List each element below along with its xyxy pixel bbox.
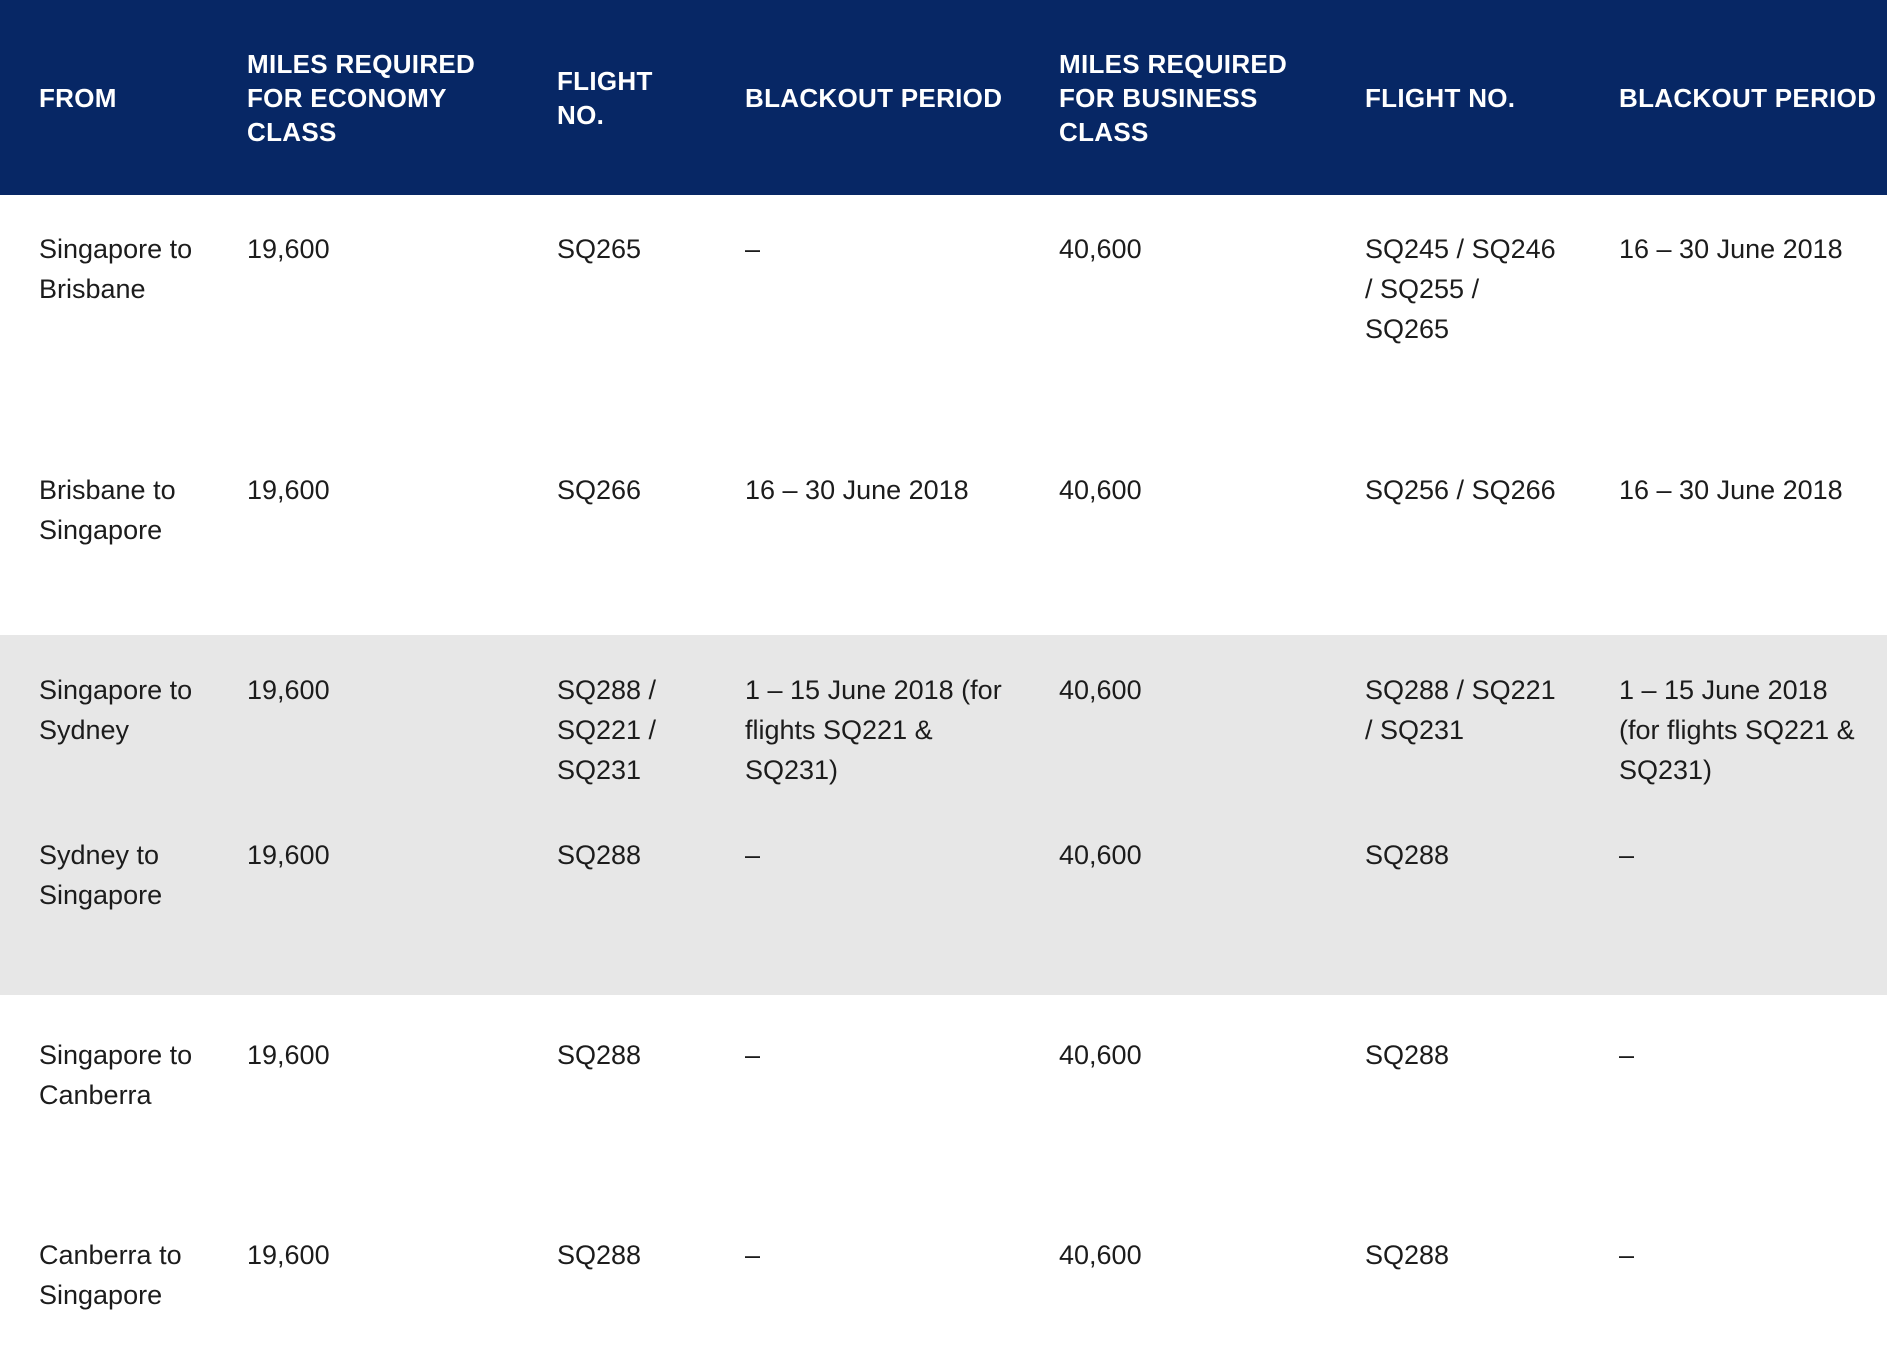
table-body [0,195,1887,1372]
cell-flight-no-economy: SQ266 [557,475,642,505]
cell-miles-business: 40,600 [1059,475,1142,505]
cell-from: Singapore to Sydney [0,635,208,835]
cell-flight-no-economy: SQ288 [518,835,706,995]
table-row [0,435,1887,635]
cell-blackout-economy: – [706,835,1020,995]
cell-miles-business: 40,600 [1059,1040,1142,1070]
table-row [0,1195,1887,1372]
header-blackout-economy: BLACKOUT PERIOD [745,82,1003,113]
cell-flight-no-economy: SQ288 / SQ221 / SQ231 [518,635,706,835]
cell-miles-economy: 19,600 [208,835,518,995]
cell-flight-no-economy: SQ288 [557,1040,642,1070]
cell-miles-economy: 19,600 [208,635,518,835]
cell-from: Singapore to Canberra [39,1040,193,1110]
table-row [0,835,1887,995]
cell-blackout-business: – [1619,1240,1635,1270]
cell-flight-no-business: SQ245 / SQ246 / SQ255 / SQ265 [1365,234,1556,344]
cell-miles-business: 40,600 [1020,835,1326,995]
cell-miles-business: 40,600 [1059,1240,1142,1270]
cell-blackout-business: 16 – 30 June 2018 [1619,475,1843,505]
cell-from: Sydney to Singapore [0,835,208,995]
cell-miles-economy: 19,600 [247,1040,330,1070]
cell-flight-no-economy: SQ265 [557,234,642,264]
header-from: FROM [39,82,117,113]
header-miles-economy: MILES REQUIRED FOR ECONOMY CLASS [247,48,476,147]
cell-miles-business: 40,600 [1020,635,1326,835]
cell-from: Canberra to Singapore [39,1240,182,1310]
header-flight-no-economy: FLIGHT NO. [557,65,653,130]
cell-blackout-business: – [1619,1040,1635,1070]
cell-miles-business: 40,600 [1059,234,1142,264]
cell-miles-economy: 19,600 [247,234,330,264]
cell-flight-no-business: SQ288 [1326,835,1580,995]
cell-blackout-economy: 16 – 30 June 2018 [745,475,969,505]
cell-flight-no-economy: SQ288 [557,1240,642,1270]
header-flight-no-business: FLIGHT NO. [1365,82,1516,113]
cell-blackout-business: 1 – 15 June 2018 (for flights SQ221 & SQ231) [1580,635,1887,835]
cell-flight-no-business: SQ288 / SQ221 / SQ231 [1326,635,1580,835]
table-row [0,635,1887,835]
cell-blackout-business: – [1580,835,1887,995]
cell-blackout-economy: 1 – 15 June 2018 (for flights SQ221 & SQ231) [706,635,1020,835]
cell-flight-no-business: SQ288 [1365,1040,1450,1070]
header-blackout-business: BLACKOUT PERIOD [1619,82,1877,113]
cell-miles-economy: 19,600 [247,1240,330,1270]
table-header [0,0,1887,195]
header-row [0,0,1887,195]
cell-miles-economy: 19,600 [247,475,330,505]
header-miles-business: MILES REQUIRED FOR BUSINESS CLASS [1059,48,1288,147]
cell-flight-no-business: SQ288 [1365,1240,1450,1270]
cell-blackout-economy: – [745,234,761,264]
cell-blackout-economy: – [745,1240,761,1270]
cell-from: Singapore to Brisbane [39,234,193,304]
cell-flight-no-business: SQ256 / SQ266 [1365,475,1556,505]
cell-blackout-business: 16 – 30 June 2018 [1619,234,1843,264]
table-row [0,995,1887,1195]
cell-blackout-economy: – [745,1040,761,1070]
table-row [0,195,1887,435]
cell-from: Brisbane to Singapore [39,475,176,545]
